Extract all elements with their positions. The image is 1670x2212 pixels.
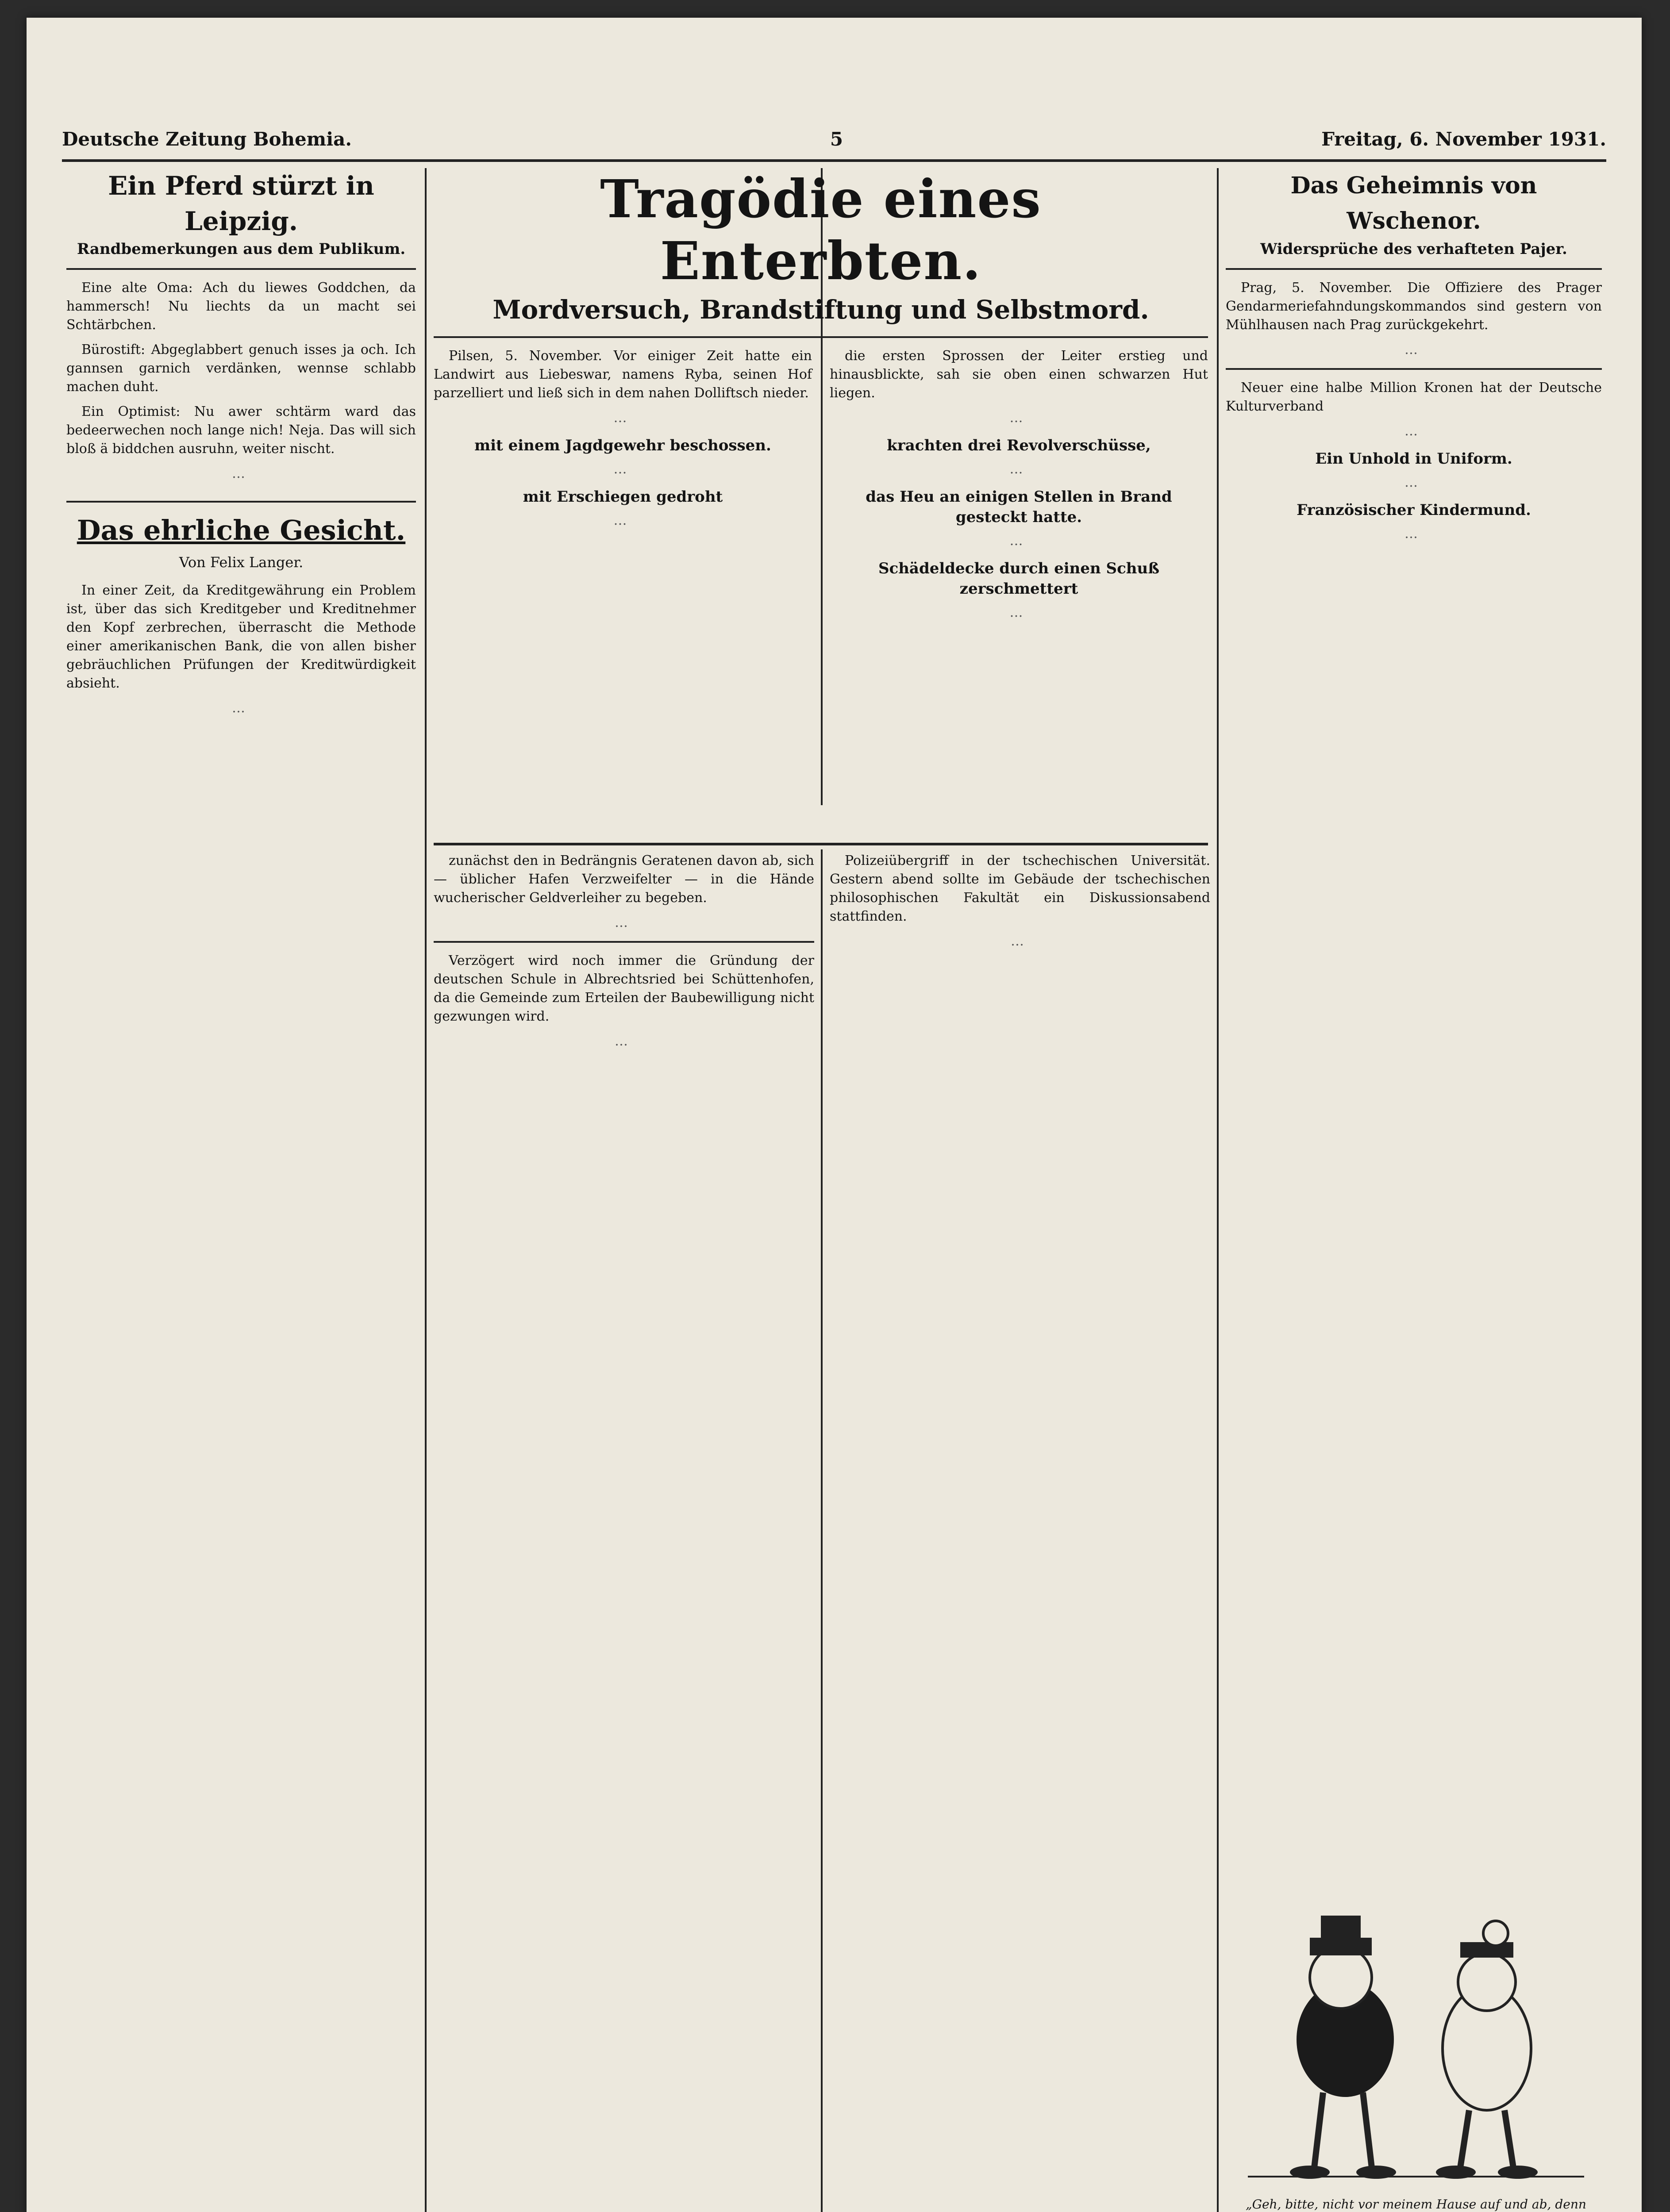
divider [66, 501, 416, 503]
divider [1226, 268, 1602, 270]
omitted-text: … [1009, 605, 1028, 620]
page-number: 5 [830, 128, 843, 150]
story-subheading: mit Erschiegen gedroht [523, 488, 723, 506]
paragraph: Neuer eine halbe Million Kronen hat der Deutsche Kulturverband [1226, 380, 1602, 414]
column-rule [821, 849, 823, 2212]
main-story-col-left [434, 347, 812, 630]
divider [434, 336, 1208, 338]
paragraph: Prag, 5. November. Die Offiziere des Prager Gendarmeriefahndungskommandos sind gestern von Mühlhausen nach Prag zurückgekehrt. [1226, 280, 1602, 333]
column-left [66, 168, 416, 2212]
omitted-text: … [1009, 533, 1028, 549]
masthead-date: Freitag, 6. November 1931. [1321, 128, 1606, 150]
column-right [1226, 168, 1602, 1725]
story-subheading: Ein Unhold in Uniform. [1315, 450, 1512, 468]
omitted-text: … [1009, 410, 1028, 426]
cartoon-illustration [1230, 1907, 1602, 2194]
omitted-text: … [1404, 526, 1423, 541]
main-story [434, 168, 1208, 841]
paragraph: zunächst den in Bedrängnis Geratenen davon ab, sich — üblicher Hafen Verzweifelter — in die Hände wucherischer Geldverleiher zu begeben. [434, 853, 814, 906]
section-rule [434, 843, 1208, 845]
divider [1226, 368, 1602, 370]
omitted-text: … [1404, 423, 1423, 439]
omitted-text: … [613, 461, 632, 477]
newspaper-page [27, 18, 1642, 2212]
cartoon [1230, 1907, 1602, 2212]
paragraph: Polizeiübergriff in der tschechischen Universität. Gestern abend sollte im Gebäude der tschechischen philosophischen Fakultät ein Diskussionsabend stattfinden. [830, 853, 1210, 924]
omitted-text: … [1011, 933, 1029, 949]
divider [66, 268, 416, 270]
omitted-text: … [615, 915, 633, 930]
paragraph: Verzögert wird noch immer die Gründung der deutschen Schule in Albrechtsried bei Schüttenhofen, da die Gemeinde zum Erteilen der Baubewilligung nicht gezwungen wird. [434, 953, 814, 1024]
omitted-text: … [613, 513, 632, 528]
omitted-text: … [613, 410, 632, 426]
masthead-bar [62, 128, 1606, 150]
paragraph: Pilsen, 5. November. Vor einiger Zeit hatte ein Landwirt aus Liebeswar, namens Ryba, seinen Hof parzelliert und ließ sich in dem nahen Dolliftsch nieder. [434, 348, 812, 401]
column-middle-right [830, 852, 1210, 2212]
omitted-text: … [1404, 342, 1423, 357]
paragraph: Eine alte Oma: Ach du liewes Goddchen, da hammersch! Nu liechts da un macht sei Schtärbchen. [66, 280, 416, 333]
masthead-rule [62, 159, 1606, 162]
story-subheading: Schädeldecke durch einen Schuß zerschmettert [878, 560, 1160, 598]
omitted-text: … [615, 1033, 633, 1049]
column-middle-left [434, 852, 814, 2212]
story-subheading: krachten drei Revolverschüsse, [887, 437, 1151, 454]
story-subheading: mit einem Jagdgewehr beschossen. [474, 437, 771, 454]
divider [434, 941, 814, 943]
article-headline: Das ehrliche Gesicht. [77, 514, 406, 546]
column-rule [425, 168, 427, 2212]
main-subheadline: Mordversuch, Brandstiftung und Selbstmord. [493, 295, 1149, 325]
omitted-text: … [232, 466, 250, 481]
story-subheading: Französischer Kindermund. [1297, 501, 1531, 519]
paragraph: Bürostift: Abgeglabbert genuch isses ja och. Ich gannsen garnich verdänken, wennse schlabb machen duht. [66, 342, 416, 395]
paragraph: In einer Zeit, da Kreditgewährung ein Problem ist, über das sich Kreditgeber und Kreditnehmer den Kopf zerbrechen, überrascht die Methode einer amerikanischen Bank, die von allen bisher gebräuchlichen Prüfungen der Kreditwürdigkeit absieht. [66, 583, 416, 691]
article-subheadline: Widersprüche des verhafteten Pajer. [1260, 240, 1567, 258]
main-headline: Tragödie eines Enterbten. [600, 168, 1042, 292]
article-subheadline: Randbemerkungen aus dem Publikum. [77, 240, 406, 258]
omitted-text: … [232, 700, 250, 716]
article-headline: Ein Pferd stürzt in Leipzig. [108, 171, 374, 236]
article-headline: Das Geheimnis von Wschenor. [1290, 172, 1537, 234]
article-byline: Von Felix Langer. [179, 554, 304, 571]
main-story-col-right [830, 347, 1208, 630]
paragraph: die ersten Sprossen der Leiter erstieg und hinausblickte, sah sie oben einen schwarzen Hut liegen. [830, 348, 1208, 401]
story-subheading: das Heu an einigen Stellen in Brand gesteckt hatte. [866, 488, 1172, 526]
main-story-columns [434, 347, 1208, 630]
omitted-text: … [1009, 461, 1028, 477]
column-rule [1217, 168, 1219, 2212]
masthead-paper-name: Deutsche Zeitung Bohemia. [62, 128, 352, 150]
paragraph: Ein Optimist: Nu awer schtärm ward das bedeerwechen noch lange nich! Neja. Das will sich bloß ä biddchen ausruhn, weiter nischt. [66, 404, 416, 457]
omitted-text: … [1404, 475, 1423, 490]
cartoon-caption: „Geh, bitte, nicht vor meinem Hause auf und ab, denn [1246, 2197, 1586, 2212]
